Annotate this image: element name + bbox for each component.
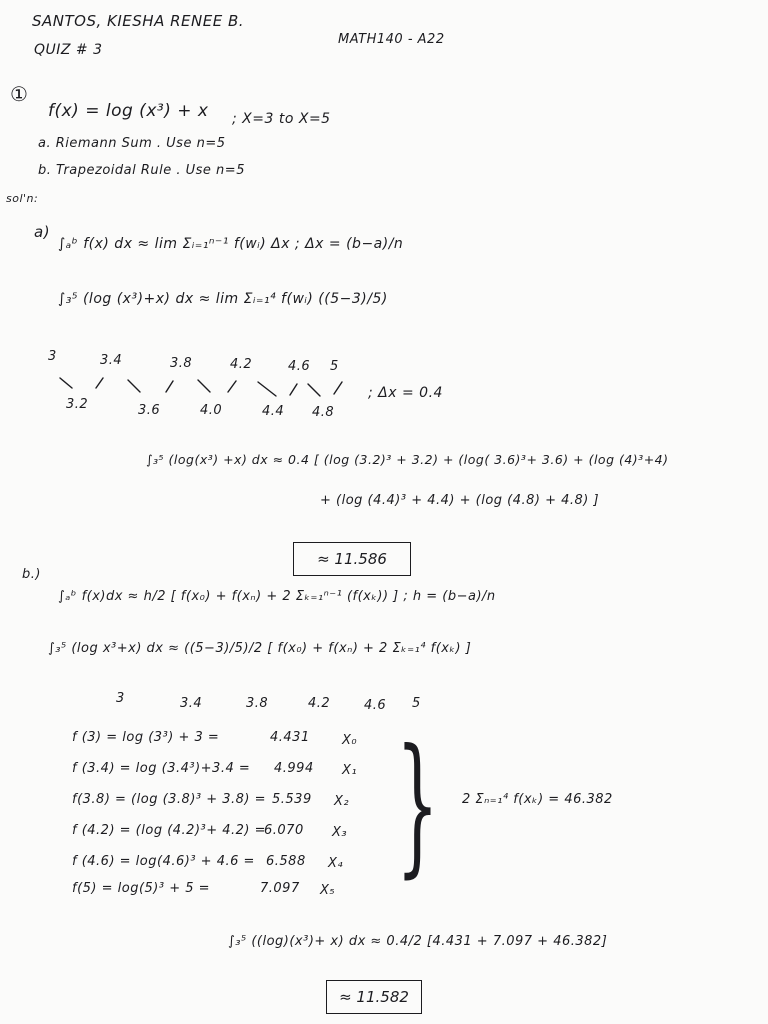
row-value: 6.070	[264, 823, 304, 838]
student-name: SANTOS, KIESHA RENEE B.	[32, 12, 245, 30]
part-b-answer: ≈ 11.582	[326, 980, 422, 1014]
partition-bottom-value: 3.2	[66, 397, 89, 412]
row-label: X₄	[328, 856, 344, 871]
part-b-partition-value: 3	[116, 691, 125, 706]
course-code: MATH140 - A22	[338, 32, 445, 47]
part-a-label: a)	[34, 223, 51, 241]
row-value: 4.994	[274, 761, 314, 776]
partition-top-value: 4.6	[288, 359, 311, 374]
row-expression: f(3.8) = (log (3.8)³ + 3.8) =	[72, 792, 267, 807]
interior-sum-note: 2 Σₙ₌₁⁴ f(xₖ) = 46.382	[462, 792, 613, 807]
row-label: X₅	[320, 883, 336, 898]
row-expression: f (4.2) = (log (4.2)³+ 4.2) =	[72, 823, 267, 838]
part-b-partition-value: 5	[412, 696, 421, 711]
solution-label: sol'n:	[6, 192, 39, 205]
part-b-partition-value: 4.6	[364, 698, 387, 713]
partition-top-value: 3.8	[170, 356, 193, 371]
grouping-brace: }	[396, 718, 439, 892]
partition-top-value: 3.4	[100, 353, 123, 368]
row-expression: f (3) = log (3³) + 3 =	[72, 730, 220, 745]
problem-number: ①	[10, 82, 28, 106]
part-a-formula: ∫ₐᵇ f(x) dx ≈ lim Σᵢ₌₁ⁿ⁻¹ f(wᵢ) Δx ; Δx = (b−a)/n	[58, 236, 404, 252]
row-value: 4.431	[270, 730, 310, 745]
riemann-sum-line-1: ∫₃⁵ (log(x³) +x) dx ≈ 0.4 [ (log (3.2)³ + 3.2) + (log( 3.6)³+ 3.6) + (log (4)³+4)	[146, 452, 669, 467]
row-expression: f (4.6) = log(4.6)³ + 4.6 =	[72, 854, 255, 869]
row-label: X₁	[342, 763, 358, 778]
part-a-setup: ∫₃⁵ (log (x³)+x) dx ≈ lim Σᵢ₌₁⁴ f(wᵢ) ((5−3)/5)	[58, 291, 388, 307]
quiz-title: QUIZ # 3	[34, 42, 103, 58]
row-expression: f (3.4) = log (3.4³)+3.4 =	[72, 761, 251, 776]
trapezoid-final-expression: ∫₃⁵ ((log)(x³)+ x) dx ≈ 0.4/2 [4.431 + 7.097 + 46.382]	[228, 934, 608, 949]
partition-bottom-value: 3.6	[138, 403, 161, 418]
partition-bottom-value: 4.4	[262, 404, 285, 419]
row-value: 7.097	[260, 881, 300, 896]
partition-top-value: 5	[330, 359, 339, 374]
riemann-sum-line-2: + (log (4.4)³ + 4.4) + (log (4.8) + 4.8) ]	[320, 493, 600, 508]
row-value: 6.588	[266, 854, 306, 869]
row-value: 5.539	[272, 792, 312, 807]
part-b-formula: ∫ₐᵇ f(x)dx ≈ h/2 [ f(x₀) + f(xₙ) + 2 Σₖ₌₁ⁿ⁻¹ (f(xₖ)) ] ; h = (b−a)/n	[58, 589, 496, 604]
row-expression: f(5) = log(5)³ + 5 =	[72, 881, 211, 896]
partition-top-value: 3	[48, 349, 57, 364]
function-definition: f(x) = log (x³) + x	[48, 101, 209, 121]
part-b-partition-value: 3.4	[180, 696, 203, 711]
part-b-label: b.)	[22, 567, 41, 582]
part-b-setup: ∫₃⁵ (log x³+x) dx ≈ ((5−3)/5)/2 [ f(x₀) + f(xₙ) + 2 Σₖ₌₁⁴ f(xₖ) ]	[48, 641, 472, 656]
part-b-instruction: b. Trapezoidal Rule . Use n=5	[38, 163, 245, 178]
partition-bottom-value: 4.8	[312, 405, 335, 420]
part-b-partition-value: 3.8	[246, 696, 269, 711]
part-a-instruction: a. Riemann Sum . Use n=5	[38, 136, 226, 151]
partition-top-value: 4.2	[230, 357, 253, 372]
row-label: X₃	[332, 825, 348, 840]
partition-bottom-value: 4.0	[200, 403, 223, 418]
interval: ; X=3 to X=5	[232, 111, 331, 127]
part-b-partition-value: 4.2	[308, 696, 331, 711]
row-label: X₂	[334, 794, 350, 809]
row-label: X₀	[342, 733, 358, 748]
part-a-answer: ≈ 11.586	[293, 542, 411, 576]
delta-x-note: ; Δx = 0.4	[368, 385, 443, 401]
